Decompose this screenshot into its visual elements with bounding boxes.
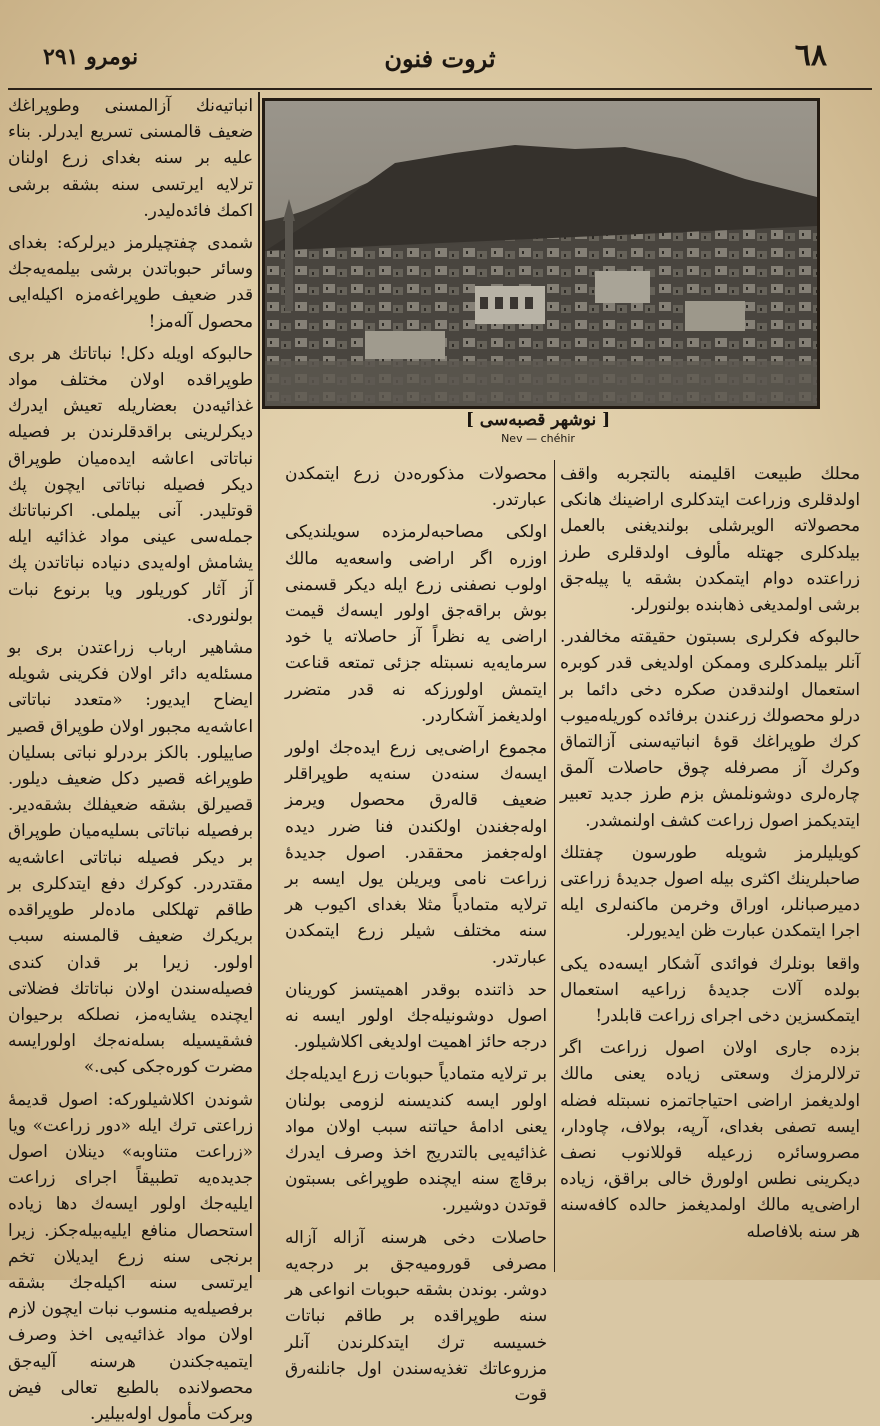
column-divider [258, 92, 260, 1272]
page-number: ٦٨ [794, 38, 827, 73]
issue-number: نومرو ٢٩١ [43, 44, 139, 70]
town-photo-illustration [265, 101, 817, 406]
paragraph: بزده جاری اولان اصول زراعت اگر ترلالرمزك وسعتی زياده يعنی مالك اولديغمز اراضی احتياجاتمزه نسبتله فضله ايسه تصفی بغدای، آرپه، بولاف، چاودار، مصروسائره زرعيله قوللانوب نصف ديكرينی نطس اولورق خالی براقق، زياده اراضی‌يه مالك اولمديغمز حالده كافه‌سنه هر سنه بلافاصله [560, 1037, 860, 1241]
paragraph: شمدی چفتچيلرمز ديرلركه: بغدای وسائر حبوباتدن برشی بيلمه‌يه‌جك قدر ضعيف طوپراغه‌مزه اكيله‌ايی محصول آله‌مز! [8, 232, 253, 331]
text-column-left [8, 92, 253, 1423]
column-divider [554, 460, 555, 1272]
page-header [8, 30, 872, 85]
magazine-title: ثروت فنون [384, 44, 496, 73]
paragraph: بر ترلايه متمادياً حبوبات زرع ايديله‌جك اولور ايسه كنديسنه لزومی بولنان يعنی ادامهٔ حياتنه سبب اولان مواد غذائيه‌يی بالتدريج اخذ وصرف ايدرك برقاچ سنه ايچنده طوپراغی بسبتون قوتدن دوشيرر. [285, 1063, 547, 1215]
town-photograph [262, 98, 820, 409]
paragraph: حاصلات دخی هرسنه آزاله آزاله مصرفی قورومیه‌جق بر درجه‌يه دوشر. بوندن بشقه حبوبات انواعی هر سنه طوپراقده بر طاقم نباتات خسيسه ترك ايتدكلرندن آنلر مزروعاتك تغذيه‌سندن اول جانلنه‌رق قوت [285, 1226, 547, 1404]
caption-ottoman: [ نوشهر قصبه‌سی ] [465, 410, 611, 430]
photo-caption [262, 410, 814, 445]
paragraph: محصولات مذكوره‌دن زرع ايتمكدن عبارتدر. [285, 463, 547, 510]
paragraph: حالبوكه فكرلری بسبتون حقيقته مخالفدر. آنلر بيلمدكلری وممكن اولديغی قدر كوبره استعمال اولندقدن صكره دخی دائما بر درلو محصولك زرعندن برفائده كوريله‌ميوب كرك طوپراغك قوهٔ انباتيه‌سنی آزالتماق وكرك آز مصرفله چوق حاصلات آلمق چاره‌لری دوشونلمش بزم طرز جديد تعبير ايتديكمز اصول زراعت كشف اولنمشدر. [560, 626, 860, 830]
paragraph: كويليلرمز شويله طورسون چفتلك صاحبلرينك اكثری بيله اصول جديدهٔ زراعتی دميرصبانلر، اوراق وخرمن ماكنه‌لری ايله اجرا ايتمكدن عبارت ظن ايديورلر. [560, 841, 860, 941]
paragraph: شوندن اكلاشيلوركه: اصول قديمهٔ زراعتی ترك ايله «دور زراعت» ويا «زراعت متناوبه» دينلان اصول جديده‌يه تطبيقاً اجرای زراعت ايليه‌جك اولور ايسه‌ك دها زياده استحصال منافع ايليه‌بيله‌جكز. زيرا برنجی سنه زرع ايديلان تخم ايرتسی سنه اكيله‌جك بشقه برفصيله‌يه منسوب نبات ايچون لازم اولان مواد غذائيه‌يی اخذ وصرف ايتميه‌جكندن هرسنه آليه‌جق محصولانده بالطبع تعالی فيض وبركت مأمول اوله‌بيلير. [8, 1088, 253, 1423]
header-divider [8, 88, 872, 90]
paragraph: حد ذاتنده بوقدر اهميتسز كورينان اصول دوشونيله‌جك اولور ايسه نه درجه حائز اهميت اولديغی اكلاشيلور. [285, 978, 547, 1052]
paragraph: حالبوكه اويله دكل! نباتاتك هر بری طوپراقده اولان مختلف مواد غذائيه‌دن بعضاريله تعيش ايدرك ديكرلرينی براقدقلرندن بر فصيله نباتاتی اعاشه ايده‌ميان طوپراق ديكر فصيله نباتاتی ايچون پك قوتليدر. آنی بيلملی. اكرنباتاتك جمله‌سی عينی مواد غذائيه ايله يشامش اوله‌يدی دنياده نباتاتدن پك آز آثار كوريلور ويا برنوع نبات بولنوردی. [8, 342, 253, 625]
paragraph: واقعا بونلرك فوائدی آشكار ايسه‌ده يكی بولده آلات جديدهٔ زراعيه استعمال ايتمكسزين دخی اجرای زراعت قابلدر! [560, 952, 860, 1026]
text-column-right [560, 460, 860, 1272]
caption-latin: Nev — chéhir [501, 432, 575, 445]
paragraph: مجموع اراضی‌يی زرع ايده‌جك اولور ايسه‌ك سنه‌دن سنه‌يه طوپراقلر ضعيف قالەرق محصول ويرمز اوله‌جغندن اولكندن فنا ضرر ديده اوله‌جغمز محققدر. اصول جديدهٔ زراعت نامی ويريلن يول ايسه بر ترلايه متمادياً مثلا بغدای اكيوب هر سنه مختلف شيلر زرع ايتمكدن عبارتدر. [285, 737, 547, 967]
paragraph: محلك طبيعت اقليمنه بالتجربه واقف اولدقلری وزراعت ايتدكلری اراضينك هانكی محصولاته الويرشلی بولنديغنی بالعمل بيلدكلری جهتله مألوف اولدقلری طرز زراعتده دوام ايتمكدن بشقه يا پيله‌جق برشی اولمديغی ذهابنده بولنورلر. [560, 463, 860, 615]
text-column-middle [285, 460, 547, 1404]
paragraph: مشاهير ارباب زراعتدن بری بو مسئله‌يه دائر اولان فكرينی شويله ايضاح ايديور: «متعدد نباتاتی اعاشه‌يه مجبور اولان طوپراق قصير صاييلور. بالكز بردرلو نباتی بسليان طوپراغه قصير دكل ضعيف ديلور. قصيرلق بشقه ضعيفلك بشقه‌دير. برفصيله نباتاتی بسليه‌ميان طوپراق بر ديكر فصيله نباتاتی اعاشه‌يه مقتدردر. كوكرك دفع ايتدكلری بر طاقم تهلكلی ماده‌لر طوپراقده بريكرك ضعيف قالمسنه سبب اولور. زيرا بر قدان كندی فصيله‌سندن اولان نباتاتك فضلاتی ايچنده يشايه‌مز، نصلكه برحيوان فشقيسيله بسله‌نه‌جك اولورايسه مضرت كوره‌جكی كبی.» [8, 637, 253, 1077]
paragraph: انباتيه‌نك آزالمسنی وطوپراغك ضعيف قالمسنی تسريع ايدرلر. بناء عليه بر سنه بغدای زرع اولنان ترلايه ايرتسی سنه بشقه برشی اكمك فائده‌لیدر. [8, 95, 253, 220]
paragraph: اولكی مصاحبه‌لرمزده سويلنديكی اوزره اگر اراضی واسعه‌يه مالك اولوب نصفنی زرع ايله ديكر قسمنی بوش براقه‌جق اولور ايسه‌ك قيمت اراضی يه نظراً آز حاصلاته يا خود سرمايه‌يه نسبتله جزئی تمتعه قناعت ايتمش اولورزكه نه قدر متضرر اولديغمز آشكاردر. [285, 521, 547, 725]
